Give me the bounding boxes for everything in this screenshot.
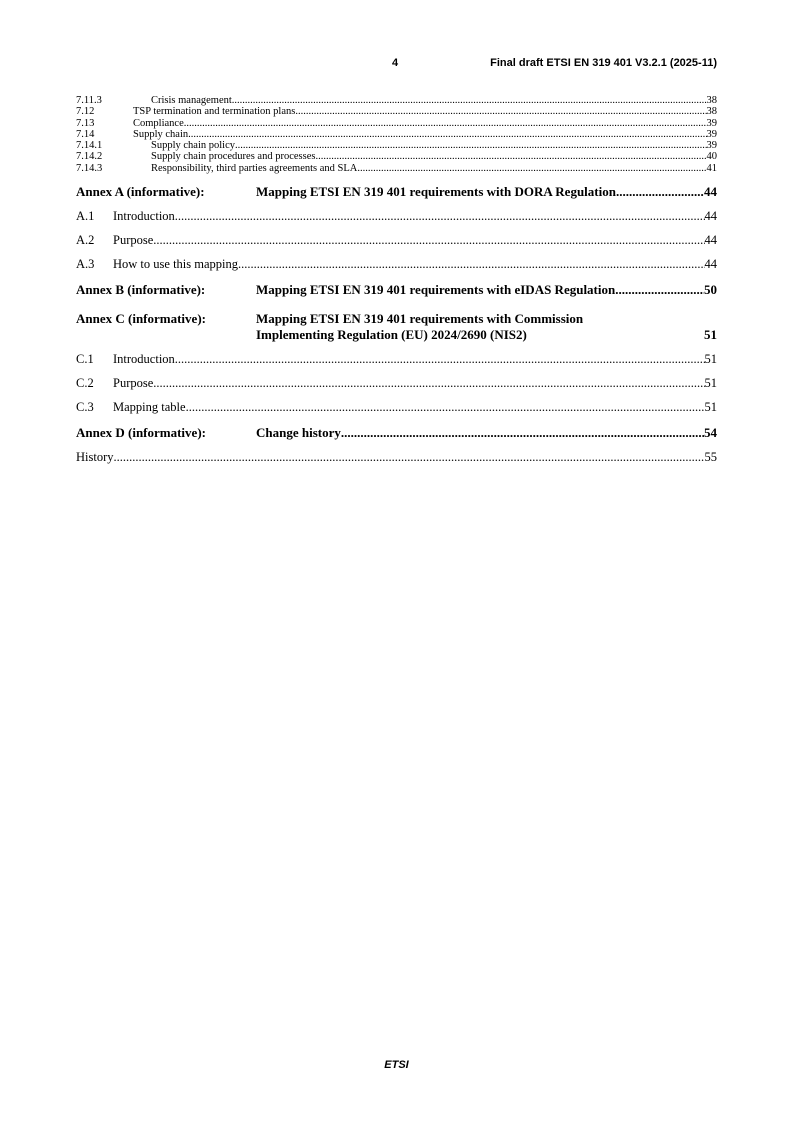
clause-page: 44	[704, 233, 717, 248]
toc-entry-page: 38	[706, 106, 717, 118]
toc-entry-number: 7.11.3	[76, 95, 102, 106]
toc-entry-number: 7.14	[76, 128, 95, 140]
dot-leader	[153, 375, 704, 391]
toc-entry-title: Crisis management	[151, 95, 232, 106]
toc-clause-c-3[interactable]	[76, 399, 717, 415]
clause-number: A.3	[76, 257, 95, 272]
dot-leader	[235, 140, 707, 151]
dot-leader	[238, 256, 705, 272]
toc-entry-title: Supply chain procedures and processes	[151, 151, 316, 163]
dot-leader	[114, 449, 705, 465]
toc-entry-page: 39	[706, 140, 717, 152]
dot-leader	[175, 208, 705, 224]
clause-title: Mapping table	[113, 400, 186, 415]
clause-number: C.1	[76, 352, 94, 367]
document-title: Final draft ETSI EN 319 401 V3.2.1 (2025-11)	[490, 57, 717, 69]
toc-clause-c-1[interactable]	[76, 351, 717, 367]
toc-entry-number: 7.14.1	[76, 140, 103, 152]
annex-page: 44	[704, 184, 717, 200]
page-number: 4	[392, 57, 399, 69]
annex-title: Mapping ETSI EN 319 401 requirements with eIDAS Regulation	[256, 282, 616, 298]
dot-leader	[232, 95, 707, 106]
annex-page: 50	[704, 282, 717, 298]
toc-entry-number: 7.14.3	[76, 162, 103, 174]
clause-number: A.2	[76, 233, 95, 248]
toc-entry-number: 7.12	[76, 106, 95, 118]
clause-page: 44	[704, 257, 717, 272]
annex-page: 51	[704, 327, 717, 343]
dot-leader	[153, 232, 704, 248]
clause-title: How to use this mapping	[113, 257, 238, 272]
toc-annex-b[interactable]	[76, 282, 717, 298]
clause-page: 51	[704, 376, 717, 391]
clause-number: A.1	[76, 209, 95, 224]
toc-entry-number: 7.14.2	[76, 151, 103, 163]
annex-page: 54	[704, 425, 717, 441]
toc-entry-page: 41	[706, 162, 717, 174]
toc-annex-c[interactable]	[76, 311, 717, 343]
clause-title: Introduction	[113, 209, 175, 224]
annex-label: Annex A (informative):	[76, 184, 205, 200]
annex-label: Annex B (informative):	[76, 282, 206, 298]
dot-leader	[341, 425, 704, 441]
history-page: 55	[704, 450, 717, 465]
toc-entry-7-12[interactable]	[76, 106, 717, 117]
clause-number: C.2	[76, 376, 94, 391]
toc-entry-page: 38	[706, 95, 717, 106]
dot-leader	[357, 163, 706, 174]
toc-clause-c-2[interactable]	[76, 375, 717, 391]
clause-number: C.3	[76, 400, 94, 415]
toc-entry-title: TSP termination and termination plans	[133, 106, 296, 118]
toc-entry-7-14-1[interactable]	[76, 140, 717, 151]
dot-leader	[175, 351, 705, 367]
table-of-contents	[76, 95, 717, 465]
annex-label: Annex D (informative):	[76, 425, 206, 441]
toc-annex-a[interactable]	[76, 184, 717, 200]
annex-title-line-1: Mapping ETSI EN 319 401 requirements with Commission	[256, 311, 584, 327]
dot-leader	[616, 184, 704, 200]
toc-entry-7-11-3[interactable]	[76, 95, 717, 106]
toc-entry-7-14-2[interactable]	[76, 151, 717, 162]
history-title: History	[76, 450, 114, 465]
toc-entry-title: Compliance	[133, 117, 184, 129]
toc-clause-a-1[interactable]	[76, 208, 717, 224]
clause-page: 44	[704, 209, 717, 224]
dot-leader	[315, 151, 706, 162]
annex-title: Change history	[256, 425, 341, 441]
dot-leader	[184, 118, 707, 129]
dot-leader	[188, 129, 706, 140]
toc-entry-title: Supply chain policy	[151, 140, 235, 152]
toc-entry-title: Supply chain	[133, 128, 189, 140]
toc-entry-page: 39	[706, 117, 717, 129]
dot-leader	[615, 282, 704, 298]
clause-title: Purpose	[113, 376, 154, 391]
toc-history[interactable]	[76, 449, 717, 465]
footer-etsi: ETSI	[384, 1059, 409, 1071]
toc-entry-number: 7.13	[76, 117, 95, 129]
clause-page: 51	[704, 400, 717, 415]
clause-title: Purpose	[113, 233, 154, 248]
toc-entry-page: 39	[706, 128, 717, 140]
toc-entry-7-14[interactable]	[76, 129, 717, 140]
toc-entry-title: Responsibility, third parties agreements and SLA	[151, 162, 358, 174]
clause-page: 51	[704, 352, 717, 367]
annex-title-line-2: Implementing Regulation (EU) 2024/2690 (NIS2)	[256, 327, 527, 343]
dot-leader	[295, 106, 706, 117]
toc-annex-d[interactable]	[76, 425, 717, 441]
annex-title: Mapping ETSI EN 319 401 requirements with DORA Regulation	[256, 184, 616, 200]
toc-entry-7-14-3[interactable]	[76, 163, 717, 174]
dot-leader	[186, 399, 705, 415]
clause-title: Introduction	[113, 352, 175, 367]
annex-label: Annex C (informative):	[76, 311, 206, 327]
toc-entry-page: 40	[706, 151, 717, 163]
toc-clause-a-2[interactable]	[76, 232, 717, 248]
toc-clause-a-3[interactable]	[76, 256, 717, 272]
toc-entry-7-13[interactable]	[76, 118, 717, 129]
